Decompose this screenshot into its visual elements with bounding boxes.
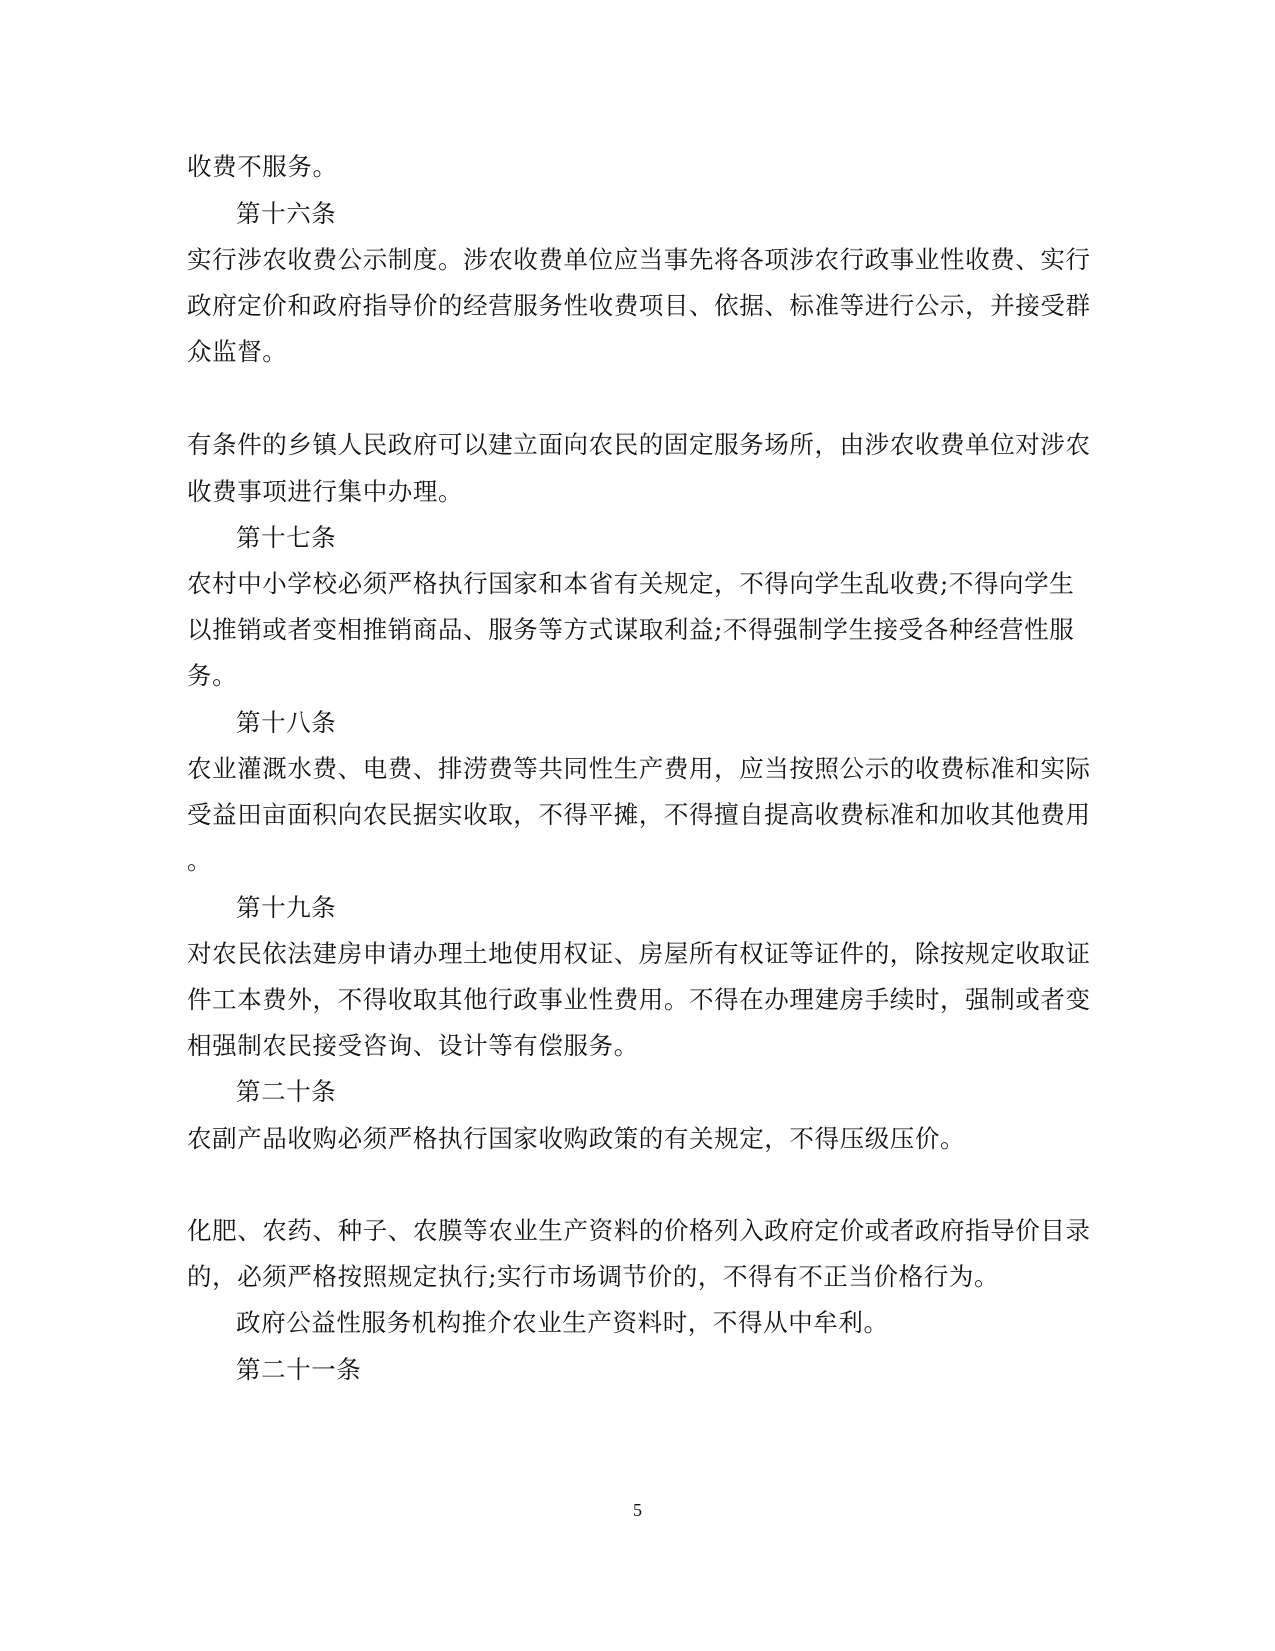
article-heading: 第十八条 [236, 708, 337, 737]
article-heading: 第十六条 [236, 199, 337, 228]
text-line: 农副产品收购必须严格执行国家收购政策的有关规定，不得压级压价。 [187, 1124, 966, 1153]
text-line: 农业灌溉水费、电费、排涝费等共同性生产费用，应当按照公示的收费标准和实际 [187, 754, 1091, 783]
text-line: 收费事项进行集中办理。 [187, 477, 464, 506]
text-line: 化肥、农药、种子、农膜等农业生产资料的价格列入政府定价或者政府指导价目录 [187, 1216, 1091, 1245]
text-line: 政府定价和政府指导价的经营服务性收费项目、依据、标准等进行公示，并接受群 [187, 291, 1091, 320]
text-line: 有条件的乡镇人民政府可以建立面向农民的固定服务场所，由涉农收费单位对涉农 [187, 430, 1091, 459]
text-line: 的，必须严格按照规定执行;实行市场调节价的，不得有不正当价格行为。 [187, 1262, 1000, 1291]
text-line: 农村中小学校必须严格执行国家和本省有关规定，不得向学生乱收费;不得向学生 [187, 569, 1075, 598]
article-heading: 第二十条 [236, 1077, 337, 1106]
article-heading: 第十九条 [236, 893, 337, 922]
text-line: 务。 [187, 661, 238, 690]
text-line: 受益田亩面积向农民据实收取，不得平摊，不得擅自提高收费标准和加收其他费用 [187, 800, 1091, 829]
article-heading: 第二十一条 [236, 1355, 362, 1384]
text-line: 收费不服务。 [187, 152, 338, 181]
text-line: 相强制农民接受咨询、设计等有偿服务。 [187, 1031, 639, 1060]
text-line: 政府公益性服务机构推介农业生产资料时，不得从中牟利。 [236, 1308, 889, 1337]
page-number: 5 [633, 1500, 642, 1520]
text-line: 众监督。 [187, 337, 288, 366]
text-line: 对农民依法建房申请办理土地使用权证、房屋所有权证等证件的，除按规定收取证 [187, 939, 1091, 968]
text-line: 件工本费外，不得收取其他行政事业性费用。不得在办理建房手续时，强制或者变 [187, 985, 1091, 1014]
article-heading: 第十七条 [236, 523, 337, 552]
text-line: 。 [187, 846, 213, 875]
text-line: 实行涉农收费公示制度。涉农收费单位应当事先将各项涉农行政事业性收费、实行 [187, 245, 1091, 274]
text-line: 以推销或者变相推销商品、服务等方式谋取利益;不得强制学生接受各种经营性服 [187, 615, 1075, 644]
